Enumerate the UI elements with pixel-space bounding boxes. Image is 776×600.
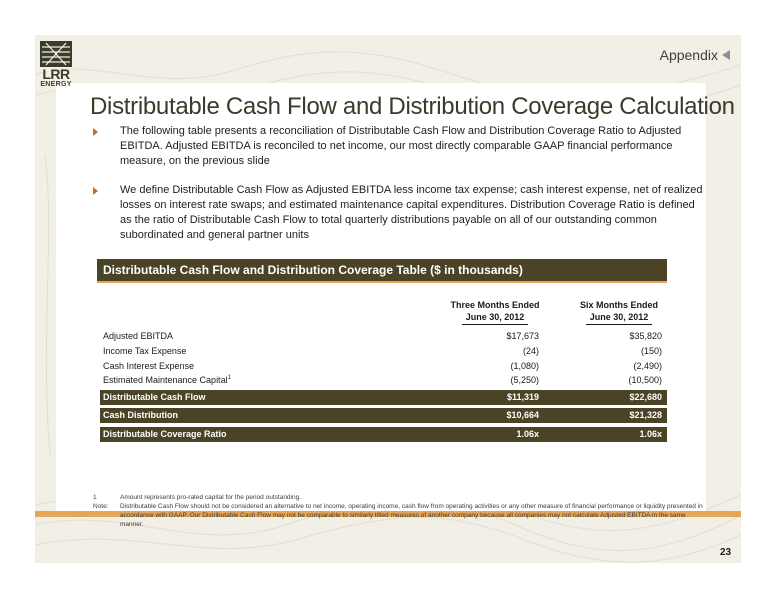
footnote-marker: 1	[227, 375, 231, 381]
row-value-six-months: (10,500)	[628, 375, 662, 385]
logo-text-sub: ENERGY	[40, 81, 72, 88]
table-row-highlight	[100, 427, 667, 442]
page-number: 23	[720, 547, 732, 558]
table-row	[103, 373, 664, 387]
row-value-six-months: (2,490)	[633, 361, 662, 371]
row-value-three-months: $17,673	[506, 331, 539, 341]
row-value-six-months: $35,820	[629, 331, 662, 341]
footnote	[93, 502, 705, 529]
page-title: Distributable Cash Flow and Distribution Coverage Calculation	[90, 93, 735, 120]
row-label: Income Tax Expense	[103, 346, 187, 356]
row-value-three-months: 1.06x	[516, 429, 539, 439]
bullet-item	[93, 124, 705, 169]
row-value-three-months: (24)	[522, 346, 539, 356]
row-label: Distributable Coverage Ratio	[103, 429, 227, 439]
table-row	[103, 359, 664, 373]
footnote-text: Amount represents pro-rated capital for the period outstanding.	[120, 494, 302, 501]
logo-mark-icon	[40, 41, 72, 67]
bullet-text: We define Distributable Cash Flow as Adjusted EBITDA less income tax expense; cash interest expense, net of realized losses on interest rate swaps; and estimated maintenance capital expenditures. Distribution Coverage Ratio is defined as the ratio of Distributable Cash Flow to total quarterly distributions payable on all of our outstanding common subordinated and general partner units	[120, 184, 703, 241]
row-value-three-months: $10,664	[506, 410, 539, 420]
bullet-item	[93, 183, 705, 243]
row-label: Adjusted EBITDA	[103, 331, 174, 341]
table-row-highlight	[100, 408, 667, 423]
row-value-six-months: 1.06x	[639, 429, 662, 439]
row-label: Cash Distribution	[103, 410, 179, 420]
column-header-line2: June 30, 2012	[462, 311, 529, 325]
column-header-line2: June 30, 2012	[586, 311, 653, 325]
row-label: Cash Interest Expense	[103, 361, 195, 371]
row-value-six-months: $22,680	[629, 392, 662, 402]
bullet-text: The following table presents a reconciliation of Distributable Cash Flow and Distribution Coverage Ratio to Adjusted EBITDA. Adjusted EBITDA is reconciled to net income, our most directly comparable GAAP financial performance measure, on the previous slide	[120, 125, 682, 167]
column-header-six-months	[564, 299, 674, 325]
lrr-energy-logo	[37, 41, 75, 93]
logo-text-main: LRR	[42, 66, 70, 82]
footnote-key: Note:	[93, 503, 109, 510]
table-row	[103, 329, 664, 343]
table-row	[103, 344, 664, 358]
bullet-arrow-icon	[93, 128, 98, 136]
row-value-six-months: $21,328	[629, 410, 662, 420]
column-header-line1: Six Months Ended	[579, 300, 658, 310]
row-label-text: Estimated Maintenance Capital	[103, 375, 228, 385]
section-label: Appendix	[659, 47, 718, 63]
row-value-six-months: (150)	[640, 346, 662, 356]
table-title-bar: Distributable Cash Flow and Distribution Coverage Table ($ in thousands)	[97, 259, 667, 283]
column-header-line1: Three Months Ended	[450, 300, 540, 310]
column-header-three-months	[440, 299, 550, 325]
footnote-key: 1	[93, 494, 97, 501]
row-label	[103, 373, 231, 387]
table-row-highlight	[100, 390, 667, 405]
bullet-arrow-icon	[93, 187, 98, 195]
footnote-text: Distributable Cash Flow should not be considered an alternative to net income, operating income, cash flow from operating activities or any other measure of financial performance or liquidity presented in accordance with GAAP. Our Distributable Cash Flow may not be comparable to similarly titled measures of another company because all companies may not calculate Adjusted EBITDA in the same manner.	[120, 503, 703, 528]
row-value-three-months: (5,250)	[510, 375, 539, 385]
triangle-left-icon	[722, 50, 730, 60]
footnote	[93, 493, 705, 502]
row-label: Distributable Cash Flow	[103, 392, 206, 402]
row-value-three-months: $11,319	[506, 392, 539, 402]
row-value-three-months: (1,080)	[510, 361, 539, 371]
